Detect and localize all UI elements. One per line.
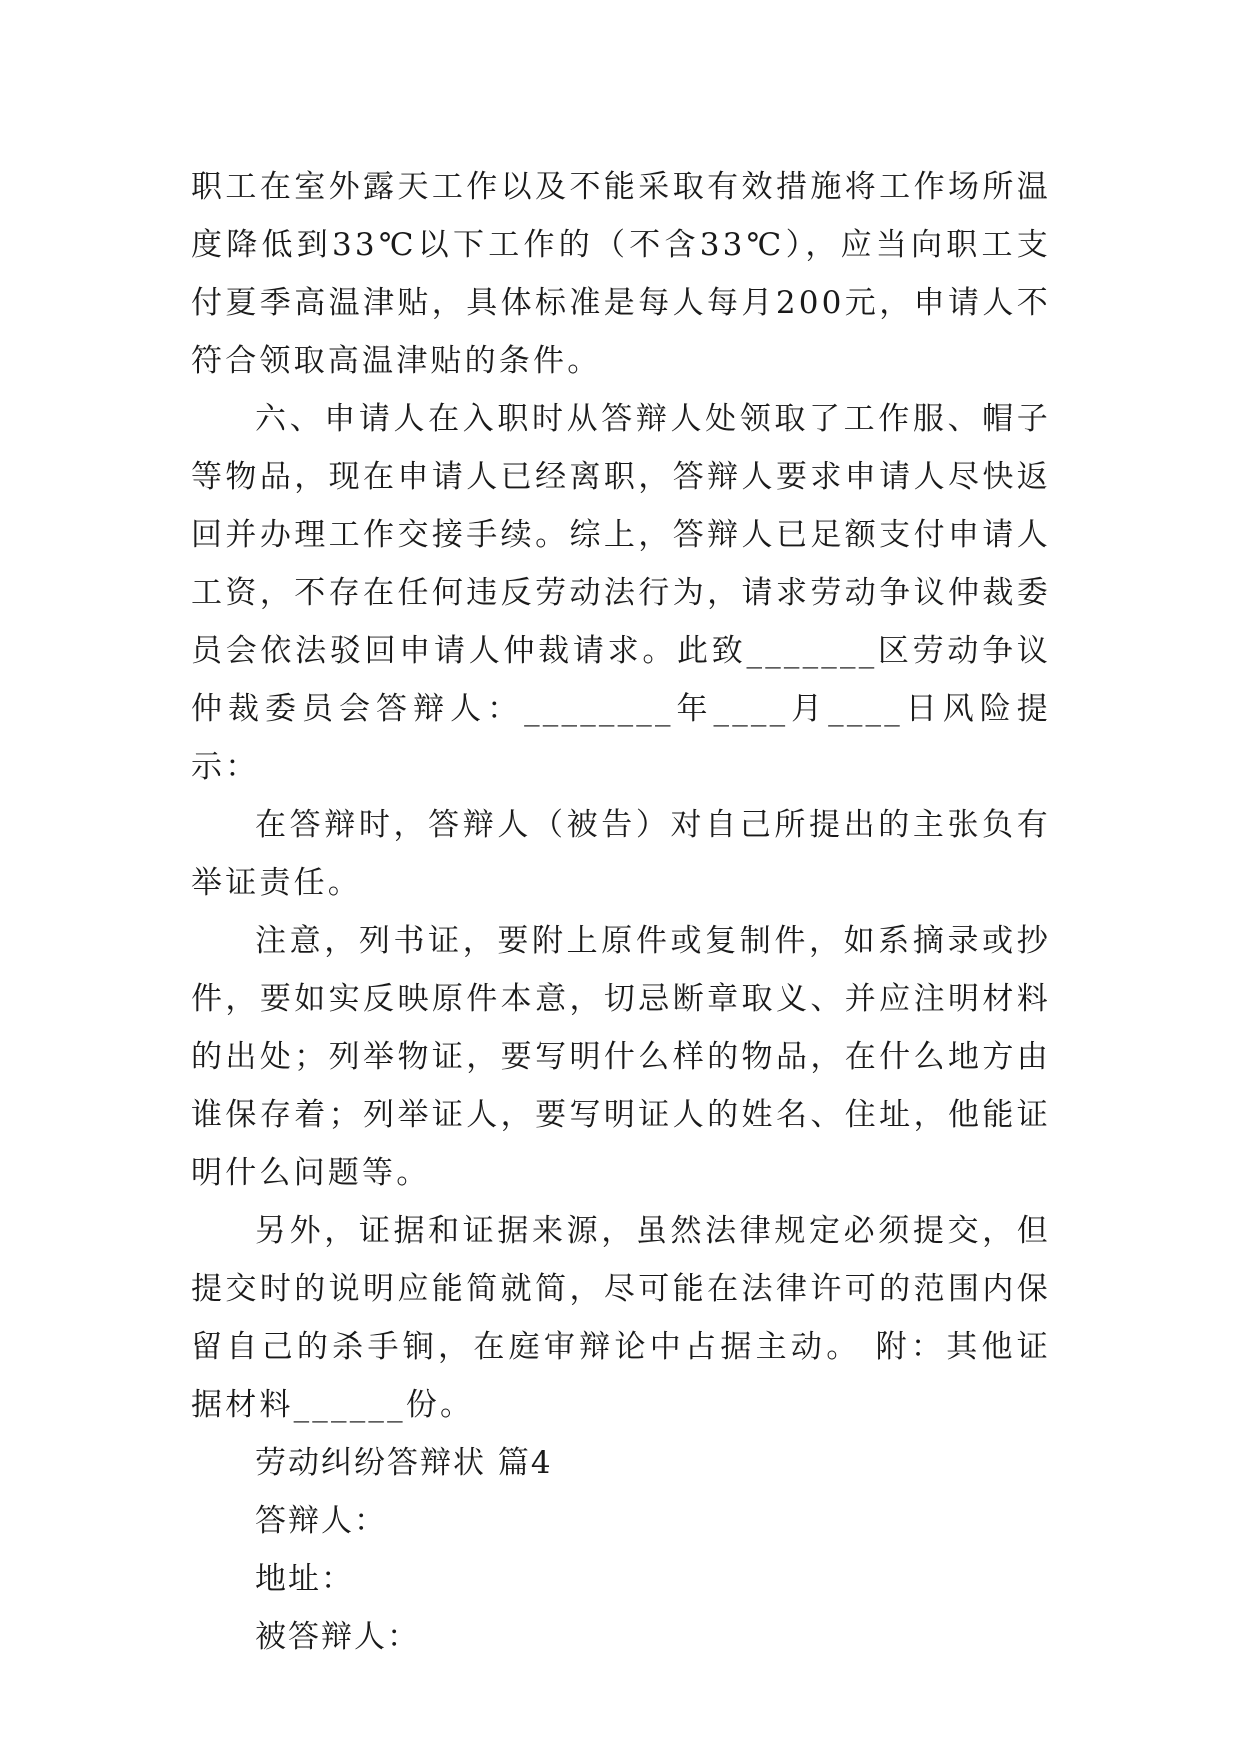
paragraph-high-temperature-allowance: 职工在室外露天工作以及不能采取有效措施将工作场所温度降低到33℃以下工作的（不含33℃），应当向职工支付夏季高温津贴，具体标准是每人每月200元，申请人不符合领取高温津贴的条件。 bbox=[191, 169, 1051, 379]
field-claimant: 被答辩人： bbox=[255, 1619, 420, 1655]
section-title: 劳动纠纷答辩状 篇4 bbox=[255, 1445, 553, 1481]
document-body bbox=[191, 158, 1051, 1666]
paragraph-burden-of-proof: 在答辩时，答辩人（被告）对自己所提出的主张负有举证责任。 bbox=[191, 807, 1051, 901]
field-respondent: 答辩人： bbox=[255, 1503, 387, 1539]
field-address: 地址： bbox=[255, 1561, 354, 1597]
paragraph-evidence-notes: 注意，列书证，要附上原件或复制件，如系摘录或抄件，要如实反映原件本意，切忌断章取义、并应注明材料的出处；列举物证，要写明什么样的物品，在什么地方由谁保存着；列举证人，要写明证人的姓名、住址，他能证明什么问题等。 bbox=[191, 923, 1051, 1191]
paragraph-evidence-source: 另外，证据和证据来源，虽然法律规定必须提交，但提交时的说明应能简就简，尽可能在法律许可的范围内保留自己的杀手锏，在庭审辩论中占据主动。 附：其他证据材料______份。 bbox=[191, 1213, 1051, 1423]
paragraph-point-six-conclusion: 六、申请人在入职时从答辩人处领取了工作服、帽子等物品，现在申请人已经离职，答辩人要求申请人尽快返回并办理工作交接手续。综上，答辩人已足额支付申请人工资，不存在任何违反劳动法行为，请求劳动争议仲裁委员会依法驳回申请人仲裁请求。此致_______区劳动争议仲裁委员会答辩人：________年____月____日风险提示： bbox=[191, 401, 1051, 785]
